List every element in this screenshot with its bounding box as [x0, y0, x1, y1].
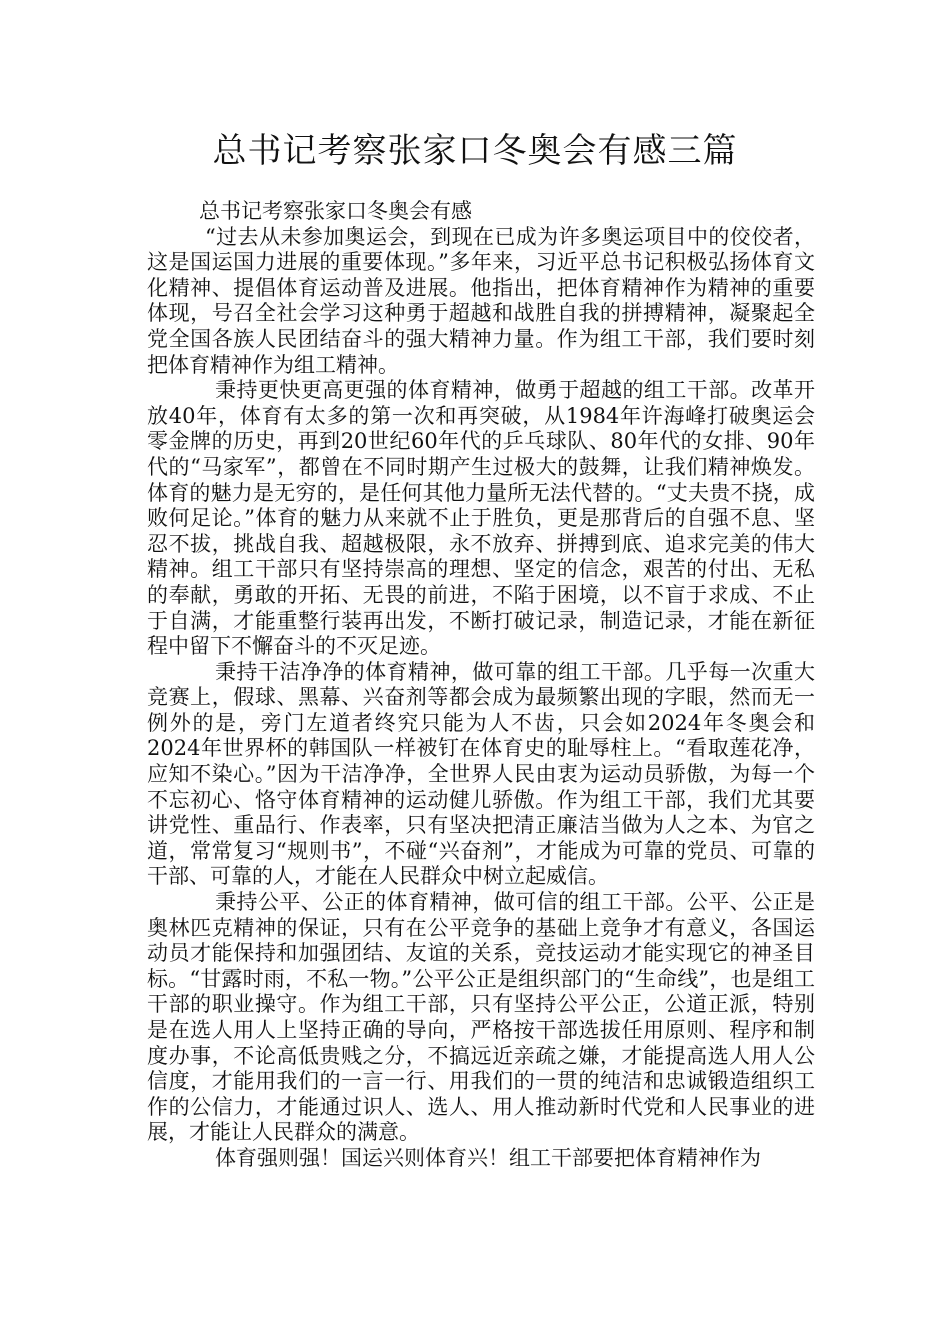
- document-title: 总书记考察张家口冬奥会有感三篇: [212, 131, 738, 171]
- paragraph-5: 体育强则强！国运兴则体育兴！组工干部要把体育精神作为: [215, 1145, 761, 1170]
- paragraph-3: 秉持干洁净净的体育精神，做可靠的组工干部。几乎每一次重大竞赛上，假球、黑幕、兴奋剂等都会成为最频繁出现的字眼，然而无一例外的是，旁门左道者终究只能为人不齿，只会如2024年冬奥会和2024年世界杯的韩国队一样被钉在体育史的耻辱柱上。“看取莲花净，应知不染心。”因为干洁净净，全世界人民由衷为运动员骄傲，为每一个不忘初心、恪守体育精神的运动健儿骄傲。作为组工干部，我们尤其要讲党性、重品行、作表率，只有坚决把清正廉洁当做为人之本、为官之道，常常复习“规则书”，不碰“兴奋剂”，才能成为可靠的党员、可靠的干部、可靠的人，才能在人民群众中树立起威信。: [147, 659, 815, 889]
- paragraph-1: “过去从未参加奥运会，到现在已成为许多奥运项目中的佼佼者，这是国运国力进展的重要体现。”多年来，习近平总书记积极弘扬体育文化精神、提倡体育运动普及进展。他指出，把体育精神作为精神的重要体现，号召全社会学习这种勇于超越和战胜自我的拼搏精神，凝聚起全党全国各族人民团结奋斗的强大精神力量。作为组工干部，我们要时刻把体育精神作为组工精神。: [147, 224, 815, 377]
- document-subtitle: 总书记考察张家口冬奥会有感: [199, 199, 472, 223]
- paragraph-2: 秉持更快更高更强的体育精神，做勇于超越的组工干部。改革开放40年，体育有太多的第一次和再突破，从1984年许海峰打破奥运会零金牌的历史，再到20世纪60年代的乒乓球队、80年代的女排、90年代的“马家军”，都曾在不同时期产生过极大的鼓舞，让我们精神焕发。体育的魅力是无穷的，是任何其他力量所无法代替的。“丈夫贵不挠，成败何足论。”体育的魅力从来就不止于胜负，更是那背后的自强不息、坚忍不拔，挑战自我、超越极限，永不放弃、拼搏到底、追求完美的伟大精神。组工干部只有坚持崇高的理想、坚定的信念，艰苦的付出、无私的奉献，勇敢的开拓、无畏的前进，不陷于困境，以不盲于求成、不止于自满，才能重整行装再出发，不断打破记录，制造记录，才能在新征程中留下不懈奋斗的不灭足迹。: [147, 378, 815, 659]
- paragraph-4: 秉持公平、公正的体育精神，做可信的组工干部。公平、公正是奥林匹克精神的保证，只有在公平竞争的基础上竞争才有意义，各国运动员才能保持和加强团结、友谊的关系，竞技运动才能实现它的神圣目标。“甘露时雨，不私一物。”公平公正是组织部门的“生命线”，也是组工干部的职业操守。作为组工干部，只有坚持公平公正，公道正派，特别是在选人用人上坚持正确的导向，严格按干部选拔任用原则、程序和制度办事，不论高低贵贱之分，不搞远近亲疏之嫌，才能提高选人用人公信度，才能用我们的一言一行、用我们的一贯的纯洁和忠诚锻造组织工作的公信力，才能通过识人、选人、用人推动新时代党和人民事业的进展，才能让人民群众的满意。: [147, 890, 815, 1145]
- document-body: [147, 199, 815, 1172]
